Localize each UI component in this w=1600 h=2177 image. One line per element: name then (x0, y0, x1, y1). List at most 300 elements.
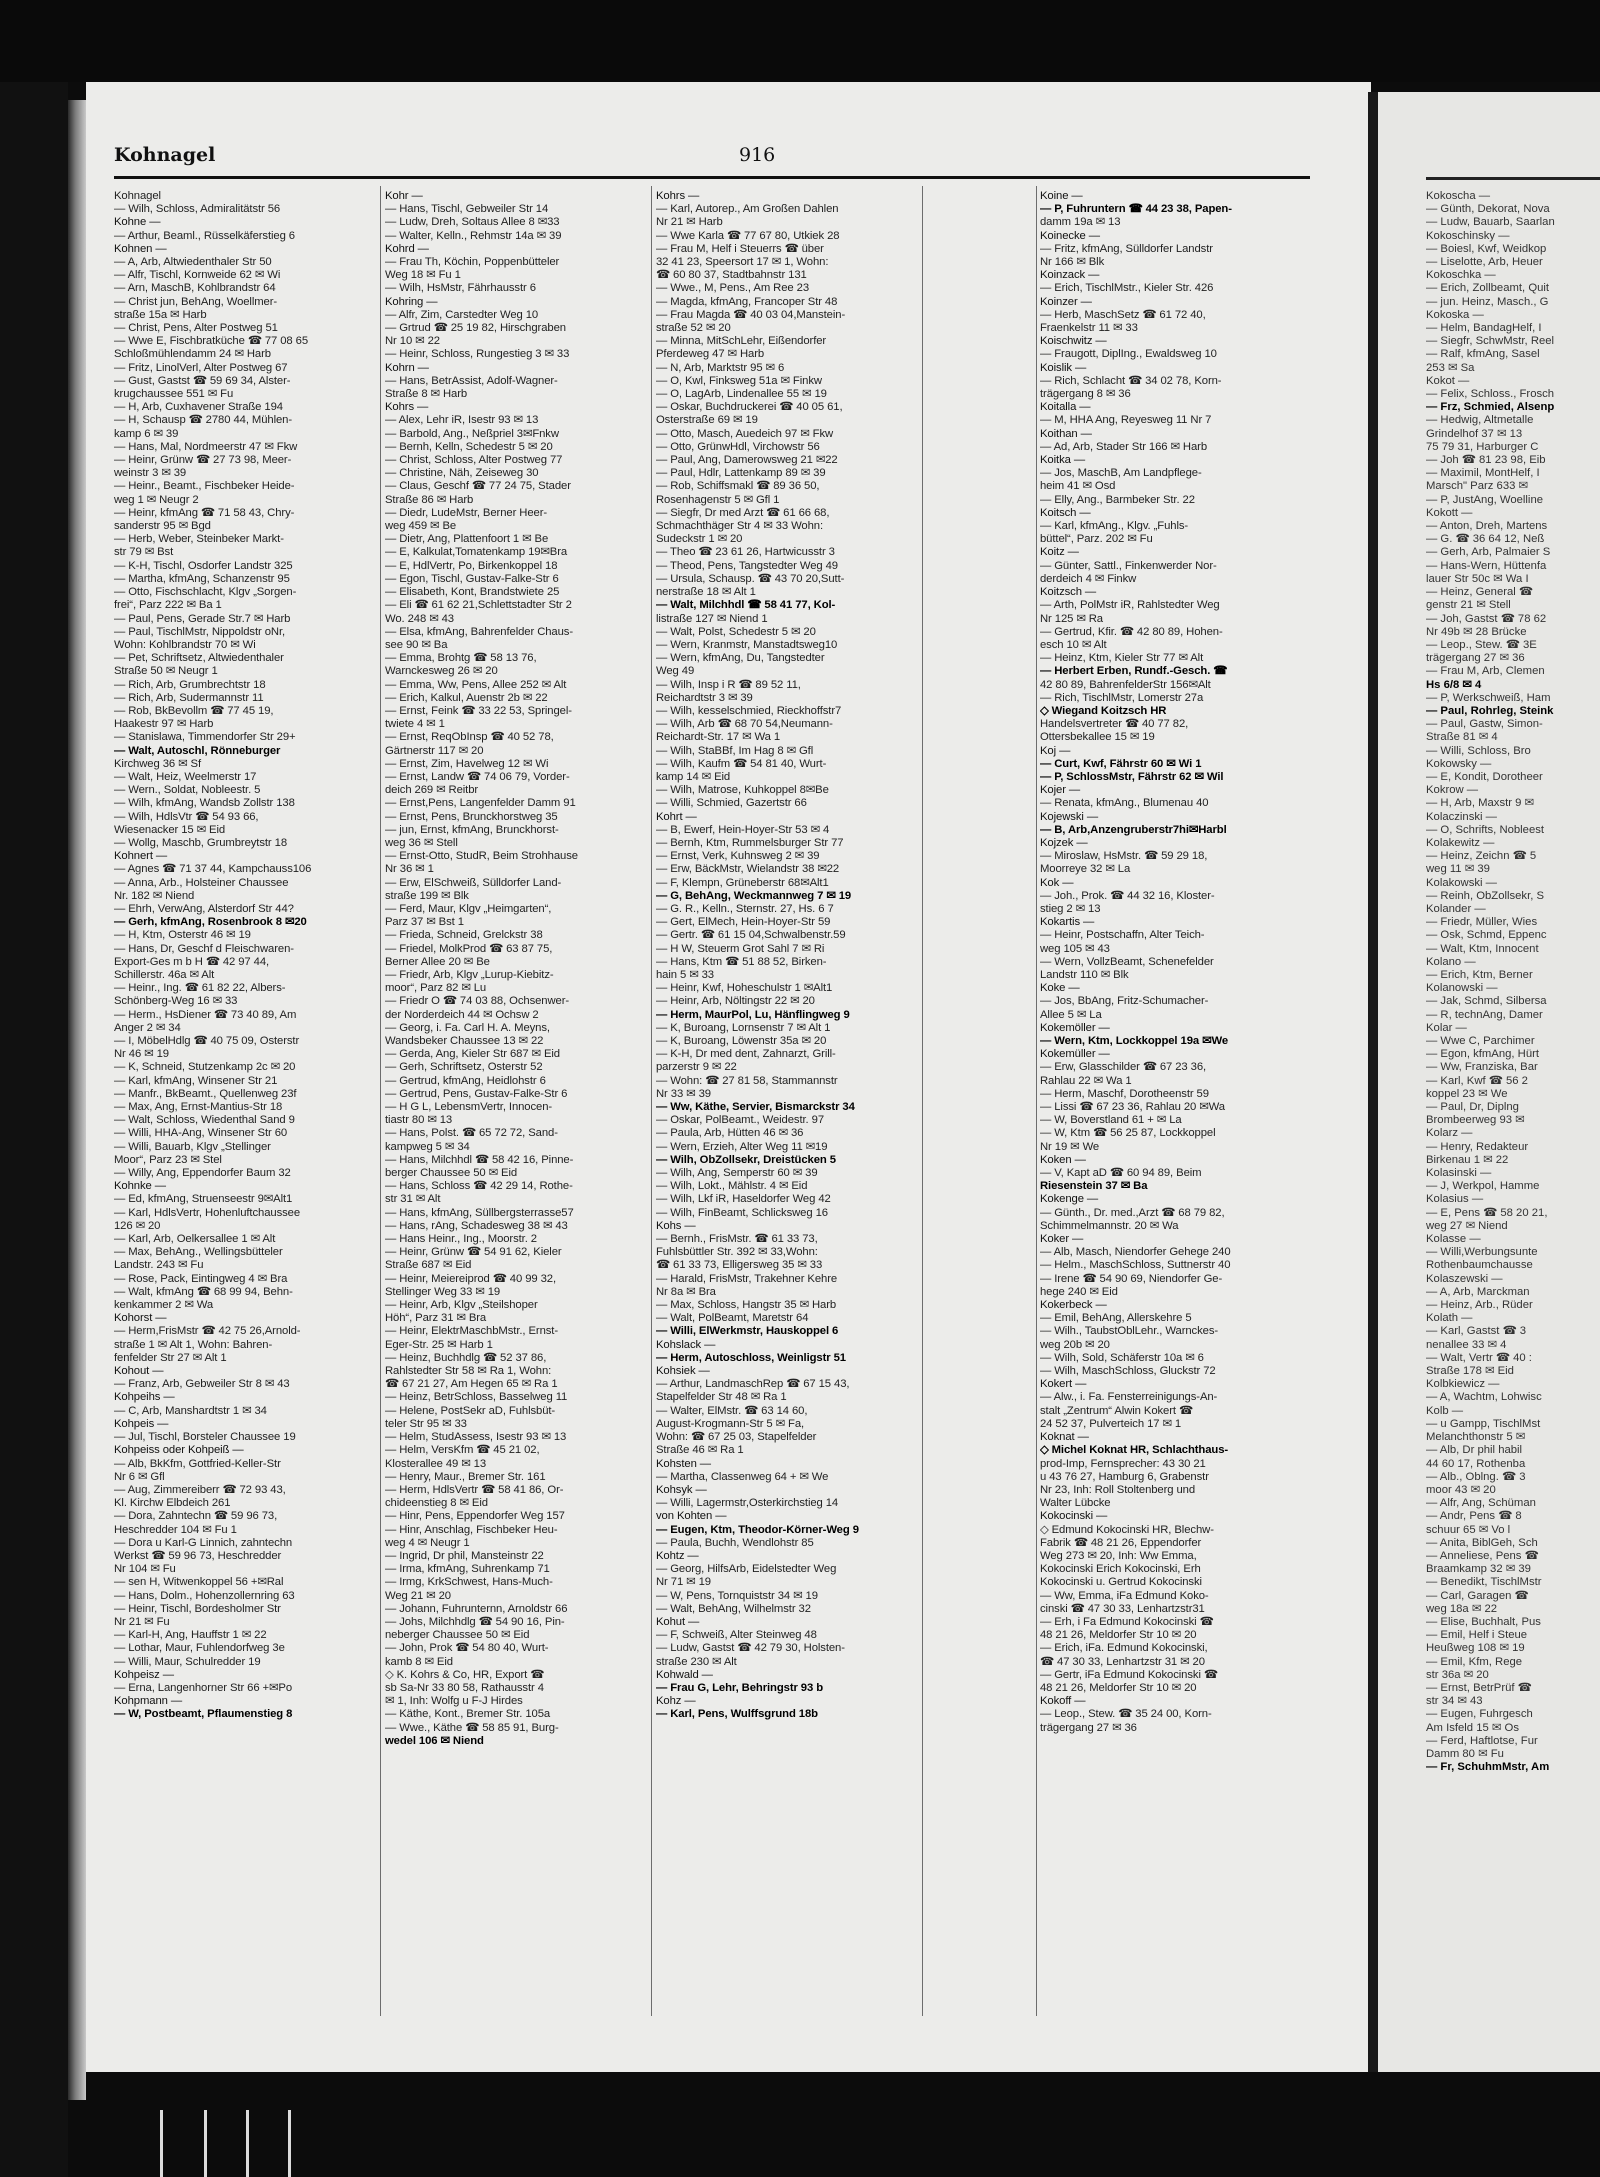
directory-entry: Rosenhagenstr 5 ✉ Gfl 1 (656, 493, 780, 506)
directory-entry: — Heinz, Arb., Rüder (1426, 1299, 1533, 1312)
directory-entry: — Karl, kfmAng, Winsener Str 21 (114, 1074, 278, 1087)
directory-entry: Wohn: Kohlbrandstr 70 ✉ Wi (114, 638, 256, 651)
directory-entry: schuur 65 ✉ Vo l (1426, 1523, 1511, 1536)
directory-entry: — Wilh., TaubstOblLehr., Warnckes- (1040, 1325, 1219, 1338)
directory-entry: Hs 6/8 ✉ 4 (1426, 678, 1482, 691)
directory-entry: — Herb, Weber, Steinbeker Markt- (114, 533, 284, 546)
directory-entry: — Karl-H, Ang, Hauffstr 1 ✉ 22 (114, 1629, 267, 1642)
directory-entry: weg 20b ✉ 20 (1040, 1338, 1110, 1351)
directory-entry: — A, Arb, Altwiedenthaler Str 50 (114, 256, 272, 269)
directory-entry: — Rich, Arb, Sudermannstr 11 (114, 691, 264, 704)
directory-entry: Damm 80 ✉ Fu (1426, 1747, 1504, 1760)
directory-entry: — Irmg, KrkSchwest, Hans-Much- (385, 1576, 553, 1589)
directory-entry: — Hans, Schloss ☎ 42 29 14, Rothe- (385, 1180, 573, 1193)
directory-entry: — K, Schneid, Stutzenkamp 2c ✉ 20 (114, 1061, 296, 1074)
directory-entry: — G. ☎ 36 64 12, Neß (1426, 533, 1545, 546)
directory-entry: — Diedr, LudeMstr, Berner Heer- (385, 506, 548, 519)
directory-entry: — Herm,FrisMstr ☎ 42 75 26,Arnold- (114, 1325, 301, 1338)
directory-entry: — Max, Schloss, Hangstr 35 ✉ Harb (656, 1299, 837, 1312)
directory-entry: — Wilh, FinBeamt, Schlicksweg 16 (656, 1206, 828, 1219)
directory-entry: Nr 6 ✉ Gfl (114, 1470, 165, 1483)
directory-entry: ✉ 1, Inh: Wolfg u F-J Hirdes (385, 1695, 523, 1708)
directory-entry: kamb 8 ✉ Eid (385, 1655, 453, 1668)
directory-entry: deich 269 ✉ Reitbr (385, 784, 479, 797)
directory-entry: Weg 21 ✉ 20 (385, 1589, 451, 1602)
directory-entry: — Arn, MaschB, Kohlbrandstr 64 (114, 282, 276, 295)
directory-entry: Nr 10 ✉ 22 (385, 335, 440, 348)
surname-heading: Kohnke — (114, 1180, 166, 1193)
directory-entry: — Karl, Gastst ☎ 3 (1426, 1325, 1527, 1338)
directory-entry: — O, Schrifts, Nobleest (1426, 823, 1545, 836)
directory-entry: str 79 ✉ Bst (114, 546, 174, 559)
directory-entry: — Emil, Helf i Steue (1426, 1629, 1528, 1642)
directory-entry: — Friedr, Arb, Klgv „Lurup-Kiebitz- (385, 968, 554, 981)
scan-artifact-bars (160, 2110, 340, 2177)
surname-heading: Kokemüller — (1040, 1048, 1110, 1061)
directory-entry: — Lothar, Maur, Fuhlendorfweg 3e (114, 1642, 285, 1655)
directory-entry: Kohnagel (114, 190, 161, 202)
directory-entry: — Heinr, Grünw ☎ 27 73 98, Meer- (114, 454, 292, 467)
directory-entry: — Friedel, MolkProd ☎ 63 87 75, (385, 942, 553, 955)
directory-entry: — Frz, Schmied, Alsenp (1426, 401, 1555, 414)
directory-entry: — Ernst, Pens, Brunckhorstweg 35 (385, 810, 558, 823)
directory-entry: chideenstieg 8 ✉ Eid (385, 1497, 488, 1510)
directory-entry: — Christ jun, BehAng, Woellmer- (114, 295, 278, 308)
directory-entry: Landstr. 243 ✉ Fu (114, 1259, 204, 1272)
directory-entry: derdeich 4 ✉ Finkw (1040, 572, 1137, 585)
directory-entry: — Aug, Zimmereiberr ☎ 72 93 43, (114, 1483, 286, 1496)
directory-entry: — Willi, Lagermstr,Osterkirchstieg 14 (656, 1497, 839, 1510)
directory-entry: — Gertrud, kfmAng, Heidlohstr 6 (385, 1074, 546, 1087)
surname-heading: Koitz — (1040, 546, 1079, 559)
directory-entry: — Fr, SchuhmMstr, Am (1426, 1761, 1550, 1774)
directory-entry: — Johs, Milchhdlg ☎ 54 90 16, Pin- (385, 1615, 565, 1628)
surname-heading: Koithan — (1040, 427, 1092, 440)
directory-entry: — Willi,Werbungsunte (1426, 1246, 1538, 1259)
running-head: Kohnagel (114, 144, 216, 166)
directory-entry: Nr 21 ✉ Fu (114, 1615, 170, 1628)
directory-entry: — Heinr, Arb, Nöltingstr 22 ✉ 20 (656, 995, 815, 1008)
directory-entry: Straße 8 ✉ Harb (385, 388, 468, 401)
directory-entry: genstr 21 ✉ Stell (1426, 599, 1511, 612)
directory-entry: — Fritz, LinolVerl, Alter Postweg 67 (114, 361, 288, 374)
directory-entry: — Willi, Schloss, Bro (1426, 744, 1531, 757)
directory-entry: — Herm, Autoschloss, Weinligstr 51 (656, 1351, 846, 1364)
directory-entry: — C, Arb, Manshardtstr 1 ✉ 34 (114, 1404, 267, 1417)
directory-entry: weg 105 ✉ 43 (1040, 942, 1110, 955)
directory-entry: twiete 4 ✉ 1 (385, 718, 445, 731)
surname-heading: Kokert — (1040, 1378, 1087, 1391)
directory-entry: — Martha, kfmAng, Schanzenstr 95 (114, 572, 290, 585)
directory-entry: — Hans, Tischl, Gebweiler Str 14 (385, 203, 549, 216)
surname-heading: Koker — (1040, 1233, 1084, 1246)
entry-column-4 (1040, 190, 1310, 2015)
directory-entry: — Frau M, Arb, Clemen (1426, 665, 1545, 678)
directory-entry: 48 21 26, Meldorfer Str 10 ✉ 20 (1040, 1681, 1197, 1694)
directory-entry: — Helm., MaschSchloss, Suttnerstr 40 (1040, 1259, 1231, 1272)
directory-entry: Moor“, Parz 23 ✉ Stel (114, 1153, 222, 1166)
directory-entry: Schönberg-Weg 16 ✉ 33 (114, 995, 238, 1008)
directory-entry: straße 199 ✉ Blk (385, 889, 469, 902)
directory-entry: — Günter, Sattl., Finkenwerder Nor- (1040, 559, 1217, 572)
directory-entry: — Hans, Polst. ☎ 65 72 72, Sand- (385, 1127, 558, 1140)
directory-entry: — Carl, Garagen ☎ (1426, 1589, 1529, 1602)
directory-entry: 126 ✉ 20 (114, 1219, 161, 1232)
directory-entry: — Karl, Kwf ☎ 56 2 (1426, 1074, 1528, 1087)
directory-entry: 24 52 37, Pulverteich 17 ✉ 1 (1040, 1417, 1182, 1430)
directory-entry: — Oskar, Buchdruckerei ☎ 40 05 61, (656, 401, 843, 414)
directory-entry: Haakestr 97 ✉ Harb (114, 718, 214, 731)
surname-heading: Koj — (1040, 744, 1071, 757)
directory-entry: Fabrik ☎ 48 21 26, Eppendorfer (1040, 1536, 1202, 1549)
directory-entry: — Günth., Dr. med.,Arzt ☎ 68 79 82, (1040, 1206, 1225, 1219)
surname-heading: Kohs — (656, 1219, 696, 1232)
directory-entry: ☎ 47 30 33, Lenhartzstr 31 ✉ 20 (1040, 1655, 1205, 1668)
directory-entry: — Arth, PolMstr iR, Rahlstedter Weg (1040, 599, 1220, 612)
directory-entry: Rahlau 22 ✉ Wa 1 (1040, 1074, 1132, 1087)
surname-heading: Koinzer — (1040, 295, 1092, 308)
surname-heading: Kohslack — (656, 1338, 716, 1351)
directory-entry: — Wilh, Sold, Schäferstr 10a ✉ 6 (1040, 1351, 1204, 1364)
surname-heading: Kohout — (114, 1365, 164, 1378)
directory-entry: Stapelfelder Str 48 ✉ Ra 1 (656, 1391, 787, 1404)
directory-entry: Allee 5 ✉ La (1040, 1008, 1102, 1021)
directory-entry: Straße 86 ✉ Harb (385, 493, 474, 506)
directory-entry: Kirchweg 36 ✉ Sf (114, 757, 201, 770)
directory-entry: Fraenkelstr 11 ✉ 33 (1040, 322, 1138, 335)
directory-entry: sb Sa-Nr 33 80 58, Rathausstr 4 (385, 1681, 544, 1694)
directory-entry: — Helm, VersKfm ☎ 45 21 02, (385, 1444, 540, 1457)
directory-entry: — K-H, Dr med dent, Zahnarzt, Grill- (656, 1048, 836, 1061)
directory-entry: — H, Schausp ☎ 2780 44, Mühlen- (114, 414, 293, 427)
directory-entry: — Theod, Pens, Tangstedter Weg 49 (656, 559, 838, 572)
directory-entry: — Paul, Rohrleg, Steink (1426, 704, 1554, 717)
directory-entry: Heschredder 104 ✉ Fu 1 (114, 1523, 237, 1536)
facing-page-column (1426, 190, 1600, 2050)
directory-entry: — Willi, Schmied, Gazertstr 66 (656, 797, 807, 810)
directory-entry: — Egon, Tischl, Gustav-Falke-Str 6 (385, 572, 559, 585)
directory-entry: — Bernh, Ktm, Rummelsburger Str 77 (656, 836, 844, 849)
directory-entry: — Ernst-Otto, StudR, Beim Strohhause (385, 850, 578, 863)
directory-entry: hege 240 ✉ Eid (1040, 1285, 1118, 1298)
directory-entry: Nr 49b ✉ 28 Brücke (1426, 625, 1527, 638)
directory-entry: — Max, BehAng., Wellingsbütteler (114, 1246, 283, 1259)
directory-entry: — Wilh, Kaufm ☎ 54 81 40, Wurt- (656, 757, 827, 770)
directory-entry: — Christ, Pens, Alter Postweg 51 (114, 322, 278, 335)
directory-entry: — Walt, Heiz, Weelmerstr 17 (114, 770, 257, 783)
directory-entry: — H G L, LebensmVertr, Innocen- (385, 1101, 553, 1114)
directory-entry: — Georg, i. Fa. Carl H. A. Meyns, (385, 1021, 550, 1034)
surname-heading: Kohsten — (656, 1457, 711, 1470)
directory-entry: — Arthur, Beaml., Rüsselkäferstieg 6 (114, 229, 295, 242)
directory-entry: weg 18a ✉ 22 (1426, 1602, 1498, 1615)
directory-entry: — Hans, Milchhdl ☎ 58 42 16, Pinne- (385, 1153, 574, 1166)
directory-entry: — Elsa, kfmAng, Bahrenfelder Chaus- (385, 625, 574, 638)
directory-entry: — Rob, BkBevollm ☎ 77 45 19, (114, 704, 274, 717)
directory-entry: — Frau Th, Köchin, Poppenbütteler (385, 256, 560, 269)
surname-heading: Koinzack — (1040, 269, 1100, 282)
directory-entry: — Hinr, Pens, Eppendorfer Weg 157 (385, 1510, 565, 1523)
directory-entry: — Ingrid, Dr phil, Mansteinstr 22 (385, 1549, 544, 1562)
surname-heading: Kolano — (1426, 955, 1476, 968)
directory-entry: — Paul, Hdlr, Lattenkamp 89 ✉ 39 (656, 467, 826, 480)
facing-page-rule (1426, 177, 1600, 180)
surname-heading: Kokartis — (1040, 916, 1095, 929)
directory-entry: — Heinr, Grünw ☎ 54 91 62, Kieler (385, 1246, 562, 1259)
directory-entry: kamp 6 ✉ 39 (114, 427, 179, 440)
surname-heading: Kohsiek — (656, 1365, 710, 1378)
directory-entry: Nr 23, Inh: Roll Stoltenberg und (1040, 1483, 1196, 1496)
surname-heading: Koken — (1040, 1153, 1086, 1166)
directory-entry: — F, Schweiß, Alter Steinweg 48 (656, 1629, 817, 1642)
directory-entry: esch 10 ✉ Alt (1040, 638, 1107, 651)
directory-entry: — Leop., Stew. ☎ 3E (1426, 638, 1537, 651)
surname-heading: Kolb — (1426, 1404, 1464, 1417)
directory-entry: — Gertr, iFa Edmund Kokocinski ☎ (1040, 1668, 1218, 1681)
directory-entry: Anger 2 ✉ 34 (114, 1021, 181, 1034)
directory-entry: Nr 104 ✉ Fu (114, 1563, 176, 1576)
directory-entry: kampweg 5 ✉ 34 (385, 1140, 470, 1153)
surname-heading: Kohnen — (114, 242, 167, 255)
directory-entry: — John, Prok ☎ 54 80 40, Wurt- (385, 1642, 549, 1655)
directory-entry: — Heinz, BetrSchloss, Basselweg 11 (385, 1391, 568, 1404)
surname-heading: Kolasinski — (1426, 1167, 1492, 1180)
directory-entry: — Paula, Arb, Hütten 46 ✉ 36 (656, 1127, 804, 1140)
surname-heading: Kok — (1040, 876, 1074, 889)
directory-entry: — Walter, Kelln., Rehmstr 14a ✉ 39 (385, 229, 562, 242)
directory-entry: — E, Kalkulat,Tomatenkamp 19✉Bra (385, 546, 568, 559)
directory-entry: weg 11 ✉ 39 (1426, 863, 1490, 876)
directory-entry: Nr 8a ✉ Bra (656, 1285, 716, 1298)
directory-entry: neberger Chaussee 50 ✉ Eid (385, 1629, 530, 1642)
directory-entry: — Heinz, Zeichn ☎ 5 (1426, 850, 1537, 863)
directory-entry: Wohn: ☎ 67 25 03, Stapelfelder (656, 1431, 817, 1444)
directory-entry: — Heinr, kfmAng ☎ 71 58 43, Chry- (114, 506, 295, 519)
directory-entry: — Anna, Arb., Holsteiner Chaussee (114, 876, 289, 889)
surname-heading: Kolanowski — (1426, 982, 1498, 995)
directory-entry: Nr 19 ✉ We (1040, 1140, 1100, 1153)
directory-entry: — Henry, Redakteur (1426, 1140, 1529, 1153)
directory-entry: — Siegfr, SchwMstr, Reel (1426, 335, 1555, 348)
directory-entry: — Wwe E, Fischbratküche ☎ 77 08 65 (114, 335, 309, 348)
directory-entry: — Walt, Ktm, Innocent (1426, 942, 1539, 955)
directory-entry: — G. R., Kelln., Sternstr. 27, Hs. 6 7 (656, 902, 834, 915)
directory-entry: — Wilh, Arb ☎ 68 70 54,Neumann- (656, 718, 833, 731)
column-divider (922, 186, 923, 2016)
surname-heading: Kolbkiewicz — (1426, 1378, 1500, 1391)
directory-entry: — Lissi ☎ 67 23 36, Rahlau 20 ✉Wa (1040, 1101, 1225, 1114)
directory-entry: — Heinz, Buchhdlg ☎ 52 37 86, (385, 1351, 547, 1364)
entry-column-3 (656, 190, 918, 2015)
directory-entry: — Wern, VollzBeamt, Schenefelder (1040, 955, 1214, 968)
directory-entry: — Wwe C, Parchimer (1426, 1035, 1535, 1047)
directory-entry: — Jak, Schmd, Silbersa (1426, 995, 1547, 1008)
directory-entry: ☎ 67 21 27, Am Hegen 65 ✉ Ra 1 (385, 1378, 558, 1391)
surname-heading: von Kohten — (656, 1510, 727, 1523)
directory-entry: — Gust, Gastst ☎ 59 69 34, Alster- (114, 374, 291, 387)
directory-entry: — Ad, Arb, Stader Str 166 ✉ Harb (1040, 440, 1208, 453)
directory-entry: — I, MöbelHdlg ☎ 40 75 09, Osterstr (114, 1035, 300, 1047)
page-gutter (1368, 92, 1378, 2072)
directory-entry: — Ernst, ReqObInsp ☎ 40 52 78, (385, 731, 554, 744)
directory-entry: lauer Str 50c ✉ Wa I (1426, 572, 1529, 585)
directory-entry: — Martha, Classenweg 64 + ✉ We (656, 1470, 829, 1483)
directory-entry: — Gerh, Arb, Palmaier S (1426, 546, 1551, 559)
directory-entry: — B, Ewerf, Hein-Hoyer-Str 53 ✉ 4 (656, 823, 830, 836)
directory-entry: — P, Fuhruntern ☎ 44 23 38, Papen- (1040, 203, 1232, 216)
directory-entry: — Wilh, Ang, Semperstr 60 ✉ 39 (656, 1167, 818, 1180)
directory-entry: — Joh ☎ 81 23 98, Eib (1426, 454, 1546, 467)
directory-entry: — Wilh, Schloss, Admiralitätstr 56 (114, 203, 281, 216)
directory-entry: Fuhlsbüttler Str. 392 ✉ 33,Wohn: (656, 1246, 818, 1259)
directory-entry: — Heinr., Beamt., Fischbeker Heide- (114, 480, 295, 493)
directory-entry: — Gerh, Schriftsetz, Osterstr 52 (385, 1061, 543, 1074)
directory-entry: — Heinz, Ktm, Kieler Str 77 ✉ Alt (1040, 652, 1204, 665)
surname-heading: Koitka — (1040, 454, 1086, 467)
directory-entry: — Helene, PostSekr aD, Fuhlsbüt- (385, 1404, 556, 1417)
directory-entry: — Emma, Brohtg ☎ 58 13 76, (385, 652, 537, 665)
directory-entry: — Karl, kfmAng., Klgv. „Fuhls- (1040, 520, 1189, 533)
directory-entry: — Wilh, kfmAng, Wandsb Zollstr 138 (114, 797, 295, 810)
directory-entry: — Günth, Dekorat, Nova (1426, 203, 1550, 216)
surname-heading: Kokrow — (1426, 784, 1479, 797)
directory-entry: ☎ 60 80 37, Stadtbahnstr 131 (656, 269, 807, 282)
directory-entry: — Joh., Prok. ☎ 44 32 16, Kloster- (1040, 889, 1215, 902)
directory-entry: — Elly, Ang., Barmbeker Str. 22 (1040, 493, 1195, 506)
surname-heading: Kokoschka — (1426, 269, 1496, 282)
directory-entry: Gärtnerstr 117 ✉ 20 (385, 744, 484, 757)
directory-entry: Straße 46 ✉ Ra 1 (656, 1444, 744, 1457)
directory-entry: Moorreye 32 ✉ La (1040, 863, 1131, 876)
directory-entry: trägergang 27 ✉ 36 (1426, 652, 1525, 665)
directory-entry: — Ww, Käthe, Servier, Bismarckstr 34 (656, 1101, 855, 1114)
column-divider (380, 186, 381, 2016)
directory-entry: — K, Buroang, Löwenstr 35a ✉ 20 (656, 1035, 827, 1047)
directory-entry: wedel 106 ✉ Niend (385, 1734, 484, 1747)
directory-entry: — Elisabeth, Kont, Brandstwiete 25 (385, 586, 560, 599)
directory-entry: — Hans, BetrAssist, Adolf-Wagner- (385, 374, 558, 387)
directory-entry: — Heinr., Ing. ☎ 61 82 22, Albers- (114, 982, 286, 995)
surname-heading: Kolaszewski — (1426, 1272, 1503, 1285)
directory-entry: — Dietr, Ang, Plattenfoort 1 ✉ Be (385, 533, 549, 546)
directory-entry: — Harald, FrisMstr, Trakehner Kehre (656, 1272, 838, 1285)
directory-entry: Nr. 182 ✉ Niend (114, 889, 195, 902)
directory-entry: — Erw, Glasschilder ☎ 67 23 36, (1040, 1061, 1207, 1074)
directory-entry: — Ernst,Pens, Langenfelder Damm 91 (385, 797, 576, 810)
directory-entry: — Willi, HHA-Ang, Winsener Str 60 (114, 1127, 288, 1140)
directory-entry: — Wern, Ktm, Lockkoppel 19a ✉We (1040, 1035, 1228, 1047)
directory-entry: — Willi, Maur, Schulredder 19 (114, 1655, 261, 1668)
directory-entry: — Ferd, Haftlotse, Fur (1426, 1734, 1538, 1747)
directory-entry: Nr 71 ✉ 19 (656, 1576, 711, 1589)
directory-entry: — A, Wachtm, Lohwisc (1426, 1391, 1542, 1404)
directory-entry: — Hans, Dolm., Hohenzollernring 63 (114, 1589, 295, 1602)
surname-heading: Kohorst — (114, 1312, 167, 1325)
directory-entry: — Bernh., FrisMstr. ☎ 61 33 73, (656, 1233, 818, 1246)
directory-entry: — Walt, Polst, Schedestr 5 ✉ 20 (656, 625, 816, 638)
directory-entry: tiastr 80 ✉ 13 (385, 1114, 453, 1127)
directory-entry: — Wwe., Käthe ☎ 58 85 91, Burg- (385, 1721, 559, 1734)
directory-entry: — Wern, Erzieh, Alter Weg 11 ✉19 (656, 1140, 828, 1153)
directory-entry: — Rich, TischlMstr, Lomerstr 27a (1040, 691, 1204, 704)
surname-heading: Kokott — (1426, 506, 1473, 519)
scanner-border-left (0, 82, 68, 2177)
directory-entry: — Hans, rAng, Schadesweg 38 ✉ 43 (385, 1219, 568, 1232)
directory-entry: — Alb, Dr phil habil (1426, 1444, 1523, 1457)
directory-entry: Kl. Kirchw Elbdeich 261 (114, 1497, 231, 1510)
directory-entry: — Boiesl, Kwf, Weidkop (1426, 242, 1547, 255)
surname-heading: Kolasse — (1426, 1233, 1481, 1246)
directory-entry: — Wollg, Maschb, Grumbreytstr 18 (114, 836, 287, 849)
surname-heading: Kohring — (385, 295, 438, 308)
directory-entry: moor“, Parz 82 ✉ Lu (385, 982, 487, 995)
directory-entry: — Elise, Buchhalt, Pus (1426, 1615, 1541, 1628)
directory-entry: — Frau M, Helf i Steuerrs ☎ über (656, 242, 824, 255)
directory-entry: Melanchthonstr 5 ✉ (1426, 1431, 1526, 1444)
directory-entry: — Willi, ElWerkmstr, Hauskoppel 6 (656, 1325, 839, 1338)
directory-entry: — Oskar, PolBeamt., Weidestr. 97 (656, 1114, 824, 1127)
directory-entry: — Walt, BehAng, Wilhelmstr 32 (656, 1602, 811, 1615)
directory-entry: Handelsvertreter ☎ 40 77 82, (1040, 718, 1189, 731)
directory-entry: — Alfr, Tischl, Kornweide 62 ✉ Wi (114, 269, 281, 282)
directory-entry: ◇ Edmund Kokocinski HR, Blechw- (1040, 1523, 1214, 1536)
directory-entry: listraße 127 ✉ Niend 1 (656, 612, 768, 625)
directory-entry: — Barbold, Ang., Neßpriel 3✉Fnkw (385, 427, 559, 440)
directory-entry: — Willi, Bauarb, Klgv „Stellinger (114, 1140, 271, 1153)
directory-entry: Landstr 110 ✉ Blk (1040, 968, 1129, 981)
directory-entry: — W, Boverstland 61 + ✉ La (1040, 1114, 1182, 1127)
directory-entry: — A, Arb, Marckman (1426, 1285, 1530, 1298)
directory-entry: trägergang 27 ✉ 36 (1040, 1721, 1137, 1734)
directory-entry: ◇ Wiegand Koitzsch HR (1040, 704, 1167, 717)
directory-entry: — Ww, Franziska, Bar (1426, 1061, 1538, 1074)
directory-entry: — Paul, Gastw, Simon- (1426, 718, 1543, 731)
surname-heading: Koke — (1040, 982, 1080, 995)
directory-entry: Reichardt-Str. 17 ✉ Wa 1 (656, 731, 781, 744)
directory-entry: 48 21 26, Meldorfer Str 10 ✉ 20 (1040, 1629, 1197, 1642)
directory-entry: — Friedr O ☎ 74 03 88, Ochsenwer- (385, 995, 570, 1008)
directory-entry: damm 19a ✉ 13 (1040, 216, 1121, 229)
surname-heading: Kokoscha — (1426, 190, 1491, 202)
column-divider (651, 186, 652, 2016)
directory-entry: — Frau Magda ☎ 40 03 04,Manstein- (656, 308, 846, 321)
directory-entry: — Ed, kfmAng, Struenseestr 9✉Alt1 (114, 1193, 293, 1206)
directory-entry: — Irma, kfmAng, Suhrenkamp 71 (385, 1563, 550, 1576)
directory-entry: — Anneliese, Pens ☎ (1426, 1549, 1539, 1562)
directory-entry: nerstraße 18 ✉ Alt 1 (656, 586, 756, 599)
surname-heading: Kohrs — (656, 190, 700, 202)
directory-entry: Rahlstedter Str 58 ✉ Ra 1, Wohn: (385, 1365, 552, 1378)
directory-entry: Pferdeweg 47 ✉ Harb (656, 348, 765, 361)
directory-entry: Wandsbeker Chaussee 13 ✉ 22 (385, 1035, 544, 1047)
surname-heading: Kokot — (1426, 374, 1470, 387)
surname-heading: Kolakowski — (1426, 876, 1497, 889)
directory-entry: fenfelder Str 27 ✉ Alt 1 (114, 1351, 227, 1364)
surname-heading: Kohwald — (656, 1668, 713, 1681)
directory-entry: — Maximil, MontHelf, I (1426, 467, 1540, 480)
directory-entry: hain 5 ✉ 33 (656, 968, 714, 981)
surname-heading: Kohne — (114, 216, 161, 229)
directory-entry: Stellinger Weg 33 ✉ 19 (385, 1285, 501, 1298)
surname-heading: Koitalla — (1040, 401, 1091, 414)
directory-entry: Export-Ges m b H ☎ 42 97 44, (114, 955, 270, 968)
directory-entry: prod-Imp, Fernsprecher: 43 30 21 (1040, 1457, 1206, 1470)
directory-entry: — Herm, Maschf, Dorotheenstr 59 (1040, 1087, 1209, 1100)
directory-entry: — Otto, GrünwHdl, Virchowstr 56 (656, 440, 820, 453)
directory-entry: — Renata, kfmAng., Blumenau 40 (1040, 797, 1209, 810)
directory-entry: Osterstraße 69 ✉ 19 (656, 414, 758, 427)
surname-heading: Kojer — (1040, 784, 1081, 797)
